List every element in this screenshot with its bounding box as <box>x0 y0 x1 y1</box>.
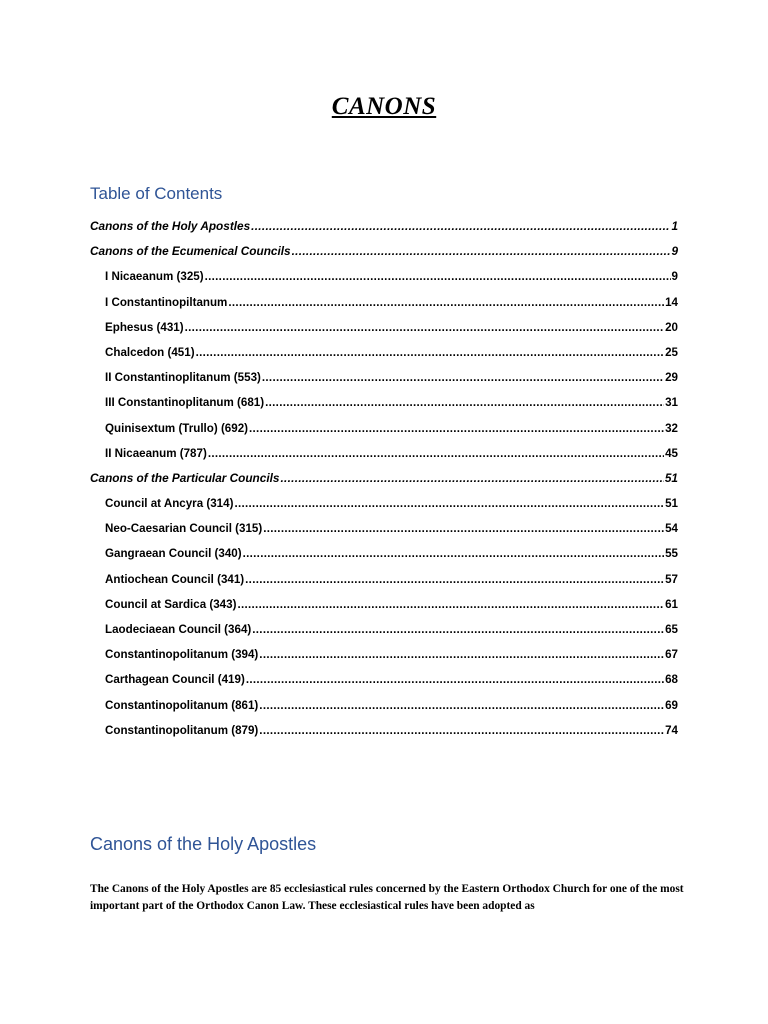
toc-leader-dots <box>259 718 664 743</box>
toc-page-number: 9 <box>671 244 678 259</box>
toc-leader-dots <box>234 491 664 516</box>
toc-entry[interactable] <box>90 390 678 415</box>
toc-leader-dots <box>265 390 664 415</box>
toc-entry-label: Quinisextum (Trullo) (692) <box>105 421 249 435</box>
toc-leader-dots <box>243 541 665 566</box>
toc-page-number: 61 <box>665 597 678 611</box>
document-title: CANONS <box>331 93 437 120</box>
toc-entry[interactable] <box>90 541 678 566</box>
toc-page-number: 32 <box>665 421 678 435</box>
toc-entry[interactable] <box>90 693 678 718</box>
toc-entry[interactable] <box>90 290 678 315</box>
toc-leader-dots <box>252 617 664 642</box>
toc-entry[interactable] <box>90 315 678 340</box>
toc-entry[interactable] <box>90 365 678 390</box>
toc-leader-dots <box>228 290 664 315</box>
table-of-contents <box>90 214 678 743</box>
toc-entry-label: Carthagean Council (419) <box>105 673 245 687</box>
toc-entry[interactable] <box>90 214 678 239</box>
toc-entry-label: II Constantinoplitanum (553) <box>105 371 261 385</box>
toc-leader-dots <box>292 239 671 264</box>
toc-entry[interactable] <box>90 516 678 541</box>
toc-leader-dots <box>208 441 664 466</box>
toc-leader-dots <box>249 416 664 441</box>
toc-page-number: 14 <box>665 295 678 309</box>
toc-entry-label: Council at Ancyra (314) <box>105 497 234 511</box>
toc-entry-label: I Constantinopiltanum <box>105 295 228 309</box>
toc-leader-dots <box>280 466 663 491</box>
toc-entry-label: Canons of the Ecumenical Councils <box>90 244 291 259</box>
toc-entry-label: Chalcedon (451) <box>105 345 195 359</box>
toc-entry[interactable] <box>90 617 678 642</box>
toc-page-number: 1 <box>671 219 678 233</box>
toc-page-number: 31 <box>665 396 678 410</box>
toc-page-number: 51 <box>665 497 678 511</box>
toc-entry-label: Neo-Caesarian Council (315) <box>105 522 263 536</box>
toc-entry[interactable] <box>90 667 678 692</box>
toc-leader-dots <box>263 516 664 541</box>
toc-page-number: 54 <box>665 522 678 536</box>
toc-entry[interactable] <box>90 567 678 592</box>
toc-leader-dots <box>262 365 664 390</box>
toc-entry-label: Gangraean Council (340) <box>105 547 242 561</box>
body-paragraph: The Canons of the Holy Apostles are 85 ecclesiastical rules concerned by the Eastern Orthodox Church for one of the most important part of the Orthodox Canon Law. These ecclesiastical rules have been adopted as <box>90 883 684 912</box>
toc-leader-dots <box>237 592 664 617</box>
toc-entry-label: Antiochean Council (341) <box>105 572 245 586</box>
toc-entry-label: Ephesus (431) <box>105 320 184 334</box>
toc-entry[interactable] <box>90 340 678 365</box>
toc-entry[interactable] <box>90 466 678 491</box>
toc-entry[interactable] <box>90 592 678 617</box>
toc-entry[interactable] <box>90 239 678 264</box>
toc-page-number: 57 <box>665 572 678 586</box>
toc-leader-dots <box>196 340 665 365</box>
toc-entry-label: Laodeciaean Council (364) <box>105 623 252 636</box>
toc-page-number: 68 <box>665 673 678 687</box>
toc-leader-dots <box>259 693 664 718</box>
toc-entry[interactable] <box>90 264 678 289</box>
toc-page-number: 69 <box>665 698 678 712</box>
toc-leader-dots <box>245 567 664 592</box>
toc-page-number: 67 <box>665 648 678 662</box>
toc-entry-label: III Constantinoplitanum (681) <box>105 396 265 410</box>
toc-entry[interactable] <box>90 441 678 466</box>
toc-leader-dots <box>259 642 664 667</box>
toc-entry[interactable] <box>90 491 678 516</box>
toc-leader-dots <box>205 264 671 289</box>
toc-entry-label: Constantinopolitanum (394) <box>105 648 259 662</box>
toc-page-number: 45 <box>665 446 678 460</box>
toc-page-number: 9 <box>671 270 678 284</box>
toc-entry-label: I Nicaeanum (325) <box>105 270 204 284</box>
toc-entry-label: II Nicaeanum (787) <box>105 446 207 460</box>
toc-page-number: 65 <box>665 623 678 636</box>
toc-leader-dots <box>251 214 670 239</box>
toc-entry-label: Council at Sardica (343) <box>105 597 237 611</box>
section-heading: Canons of the Holy Apostles <box>90 834 317 854</box>
toc-entry[interactable] <box>90 416 678 441</box>
toc-heading: Table of Contents <box>90 184 223 203</box>
toc-entry-label: Canons of the Particular Councils <box>90 470 280 485</box>
toc-entry-label: Canons of the Holy Apostles <box>90 219 251 233</box>
toc-page-number: 55 <box>665 547 678 561</box>
toc-page-number: 74 <box>665 723 678 737</box>
toc-page-number: 51 <box>664 470 678 485</box>
toc-entry-label: Constantinopolitanum (879) <box>105 723 259 737</box>
toc-page-number: 25 <box>665 345 678 359</box>
toc-page-number: 29 <box>665 371 678 385</box>
toc-entry[interactable] <box>90 642 678 667</box>
toc-leader-dots <box>246 667 664 692</box>
toc-entry-label: Constantinopolitanum (861) <box>105 698 259 712</box>
toc-entry[interactable] <box>90 718 678 743</box>
toc-leader-dots <box>185 315 664 340</box>
toc-page-number: 20 <box>665 320 678 334</box>
